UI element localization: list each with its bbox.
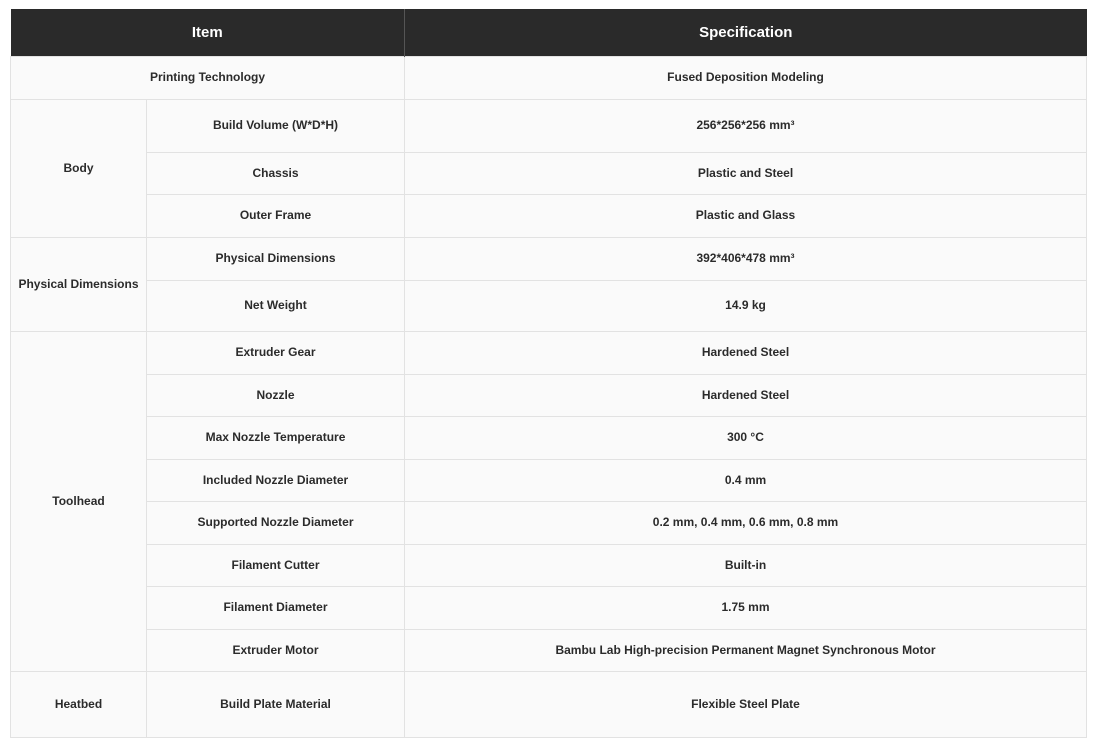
- row-value: 300 °C: [405, 417, 1087, 460]
- table-row: [11, 375, 1087, 417]
- row-label: Supported Nozzle Diameter: [147, 502, 405, 545]
- row-value: 14.9 kg: [405, 281, 1087, 332]
- header-item: Item: [11, 9, 405, 57]
- row-label: Filament Cutter: [147, 545, 405, 587]
- row-value: Fused Deposition Modeling: [405, 57, 1087, 100]
- row-label: Build Volume (W*D*H): [147, 100, 405, 153]
- row-value: Flexible Steel Plate: [405, 672, 1087, 738]
- row-label: Extruder Motor: [147, 630, 405, 672]
- table-row: [11, 100, 1087, 153]
- row-label: Outer Frame: [147, 195, 405, 238]
- table-row: [11, 281, 1087, 332]
- row-value: Hardened Steel: [405, 375, 1087, 417]
- row-label: Included Nozzle Diameter: [147, 460, 405, 502]
- row-label: Printing Technology: [11, 57, 405, 100]
- group-label: Physical Dimensions: [11, 238, 147, 332]
- row-value: 1.75 mm: [405, 587, 1087, 630]
- spec-table: [10, 9, 1087, 738]
- row-value: Built-in: [405, 545, 1087, 587]
- header-specification: Specification: [405, 9, 1087, 57]
- table-row: [11, 238, 1087, 281]
- table-row: [11, 587, 1087, 630]
- row-value: Bambu Lab High-precision Permanent Magnet Synchronous Motor: [405, 630, 1087, 672]
- row-label: Build Plate Material: [147, 672, 405, 738]
- table-row: [11, 417, 1087, 460]
- row-label: Max Nozzle Temperature: [147, 417, 405, 460]
- row-value: 0.2 mm, 0.4 mm, 0.6 mm, 0.8 mm: [405, 502, 1087, 545]
- row-value: 256*256*256 mm³: [405, 100, 1087, 153]
- table-row: [11, 195, 1087, 238]
- table-row: [11, 672, 1087, 738]
- spec-table-container: [10, 9, 1086, 738]
- table-row: [11, 460, 1087, 502]
- table-row: [11, 630, 1087, 672]
- group-label: Body: [11, 100, 147, 238]
- row-label: Filament Diameter: [147, 587, 405, 630]
- group-label: Heatbed: [11, 672, 147, 738]
- table-row: [11, 545, 1087, 587]
- row-value: 392*406*478 mm³: [405, 238, 1087, 281]
- table-header-row: [11, 9, 1087, 57]
- row-value: 0.4 mm: [405, 460, 1087, 502]
- table-row: [11, 153, 1087, 195]
- table-row: [11, 502, 1087, 545]
- row-label: Extruder Gear: [147, 332, 405, 375]
- row-value: Plastic and Steel: [405, 153, 1087, 195]
- row-label: Physical Dimensions: [147, 238, 405, 281]
- row-value: Hardened Steel: [405, 332, 1087, 375]
- row-label: Chassis: [147, 153, 405, 195]
- group-label: Toolhead: [11, 332, 147, 672]
- table-row: [11, 57, 1087, 100]
- row-label: Nozzle: [147, 375, 405, 417]
- row-label: Net Weight: [147, 281, 405, 332]
- row-value: Plastic and Glass: [405, 195, 1087, 238]
- table-row: [11, 332, 1087, 375]
